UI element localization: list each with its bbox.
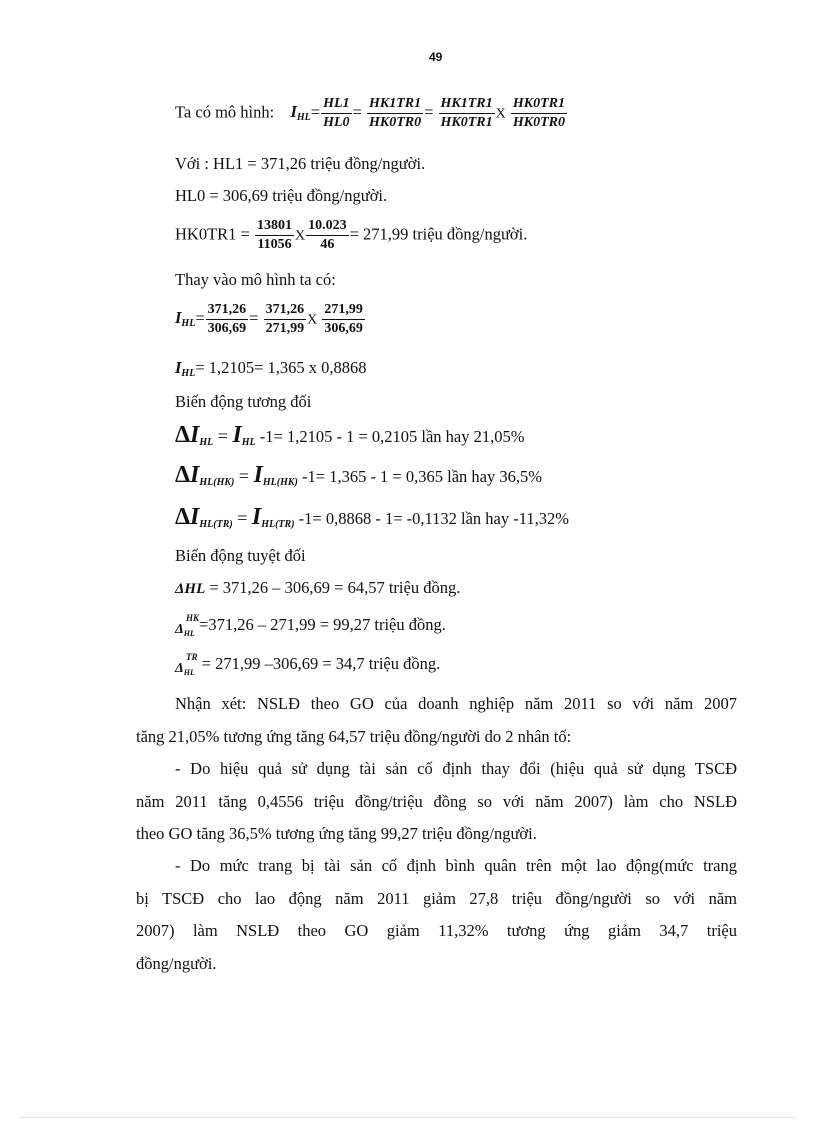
subst-fraction-2: $\frac{371,26}{271,99}$ xyxy=(265,302,305,337)
relative-line-2: $\Delta I_{HL(HK)} = I_{HL(HK)}$ -1= 1,365 - 1 = 0,365 lần hay 36,5% xyxy=(175,462,542,488)
subst-fraction-1: $\frac{371,26}{306,69}$ xyxy=(207,302,247,337)
relative-heading: Biến động tương đối xyxy=(175,392,312,411)
given-fraction-1: $\frac{13801}{11056}$ xyxy=(256,218,292,253)
relative-line-3: $\Delta I_{HL(TR)} = I_{HL(TR)}$ -1= 0,8868 - 1= -0,1132 lần hay -11,32% xyxy=(175,504,570,530)
absolute-line-1: ΔHL = 371,26 – 306,69 = 64,57 triệu đồng. xyxy=(175,578,461,597)
subst-intro: Thay vào mô hình ta có: xyxy=(175,270,336,289)
relative-line-1: $\Delta I_{HL} = I_{HL}$ -1= 1,2105 - 1 = 0,2105 lần hay 21,05% xyxy=(175,422,525,448)
subst-formula: $I_{HL}=$ $\frac{371,26}{306,69}$ = $\frac{371,26}{271,99}$ X $\frac{271,99}{306,69}$ xyxy=(175,302,363,337)
paragraph-factor-1: - Do hiệu quả sử dụng tài sản cố định thay đổi (hiệu quả sử dụng TSCĐ năm 2011 tăng 0,4556 triệu đồng/triệu đồng so với năm 2007) làm cho NSLĐ theo GO tăng 36,5% tương ứng tăng 99,27 triệu đồng/người. xyxy=(136,759,737,843)
subst-result: $I_{HL}= 1,2105= 1,365$ x 0,8868 xyxy=(175,358,367,379)
times-sign: X xyxy=(294,228,306,244)
model-fraction-3: $\frac{HK1TR1}{HK0TR1}$ xyxy=(440,96,493,131)
model-fraction-2: $\frac{HK1TR1}{HK0TR0}$ xyxy=(368,96,422,131)
subst-fraction-3: $\frac{271,99}{306,69}$ xyxy=(324,302,363,337)
model-intro: Ta có mô hình: xyxy=(175,102,275,122)
subst-lhs: $I_{HL}$ xyxy=(175,308,196,330)
times-sign: X xyxy=(307,312,318,328)
given-line-3 xyxy=(175,218,527,253)
given-line-3-lhs: HK0TR1 = xyxy=(175,224,250,244)
absolute-heading: Biến động tuyệt đối xyxy=(175,546,306,565)
model-lhs: $I_{HL}$ xyxy=(290,102,311,124)
absolute-line-3: TR $\Delta_{HL}$ = 271,99 –306,69 = 34,7 triệu đồng. xyxy=(175,652,441,677)
model-formula: Ta có mô hình: $I_{HL}=$ $\frac{HL1}{HL0}$ = $\frac{HK1TR1}{HK0TR0}$ = $\frac{HK1TR1}{HK0TR1}$ X $\frac{HK0TR1}{HK0TR0}$ xyxy=(175,96,566,131)
page-bottom-border xyxy=(20,1117,796,1118)
times-sign: X xyxy=(495,106,506,122)
absolute-line-2: HK $\Delta_{HL}$ =371,26 – 271,99 = 99,27 triệu đồng. xyxy=(175,613,446,638)
given-line-3-rhs: = 271,99 triệu đồng/người. xyxy=(349,224,528,244)
model-fraction-1: $\frac{HL1}{HL0}$ xyxy=(323,96,350,131)
given-line-2: HL0 = 306,69 triệu đồng/người. xyxy=(175,186,388,205)
given-line-1: Với : HL1 = 371,26 triệu đồng/người. xyxy=(175,154,426,173)
paragraph-factor-2: - Do mức trang bị tài sản cố định bình quân trên một lao động(mức trang bị TSCĐ cho lao động năm 2011 giảm 27,8 triệu đồng/người so với năm 2007) làm NSLĐ theo GO giảm 11,32% tương ứng giảm 34,7 triệu đồng/người. xyxy=(136,856,737,973)
paragraph-remark: Nhận xét: NSLĐ theo GO của doanh nghiệp năm 2011 so với năm 2007 tăng 21,05% tương ứng tăng 64,57 triệu đồng/người do 2 nhân tố: xyxy=(136,694,737,746)
page-number: 49 xyxy=(429,50,443,64)
model-fraction-4: $\frac{HK0TR1}{HK0TR0}$ xyxy=(512,96,566,131)
given-fraction-2: $\frac{10.023}{46}$ xyxy=(308,218,347,253)
